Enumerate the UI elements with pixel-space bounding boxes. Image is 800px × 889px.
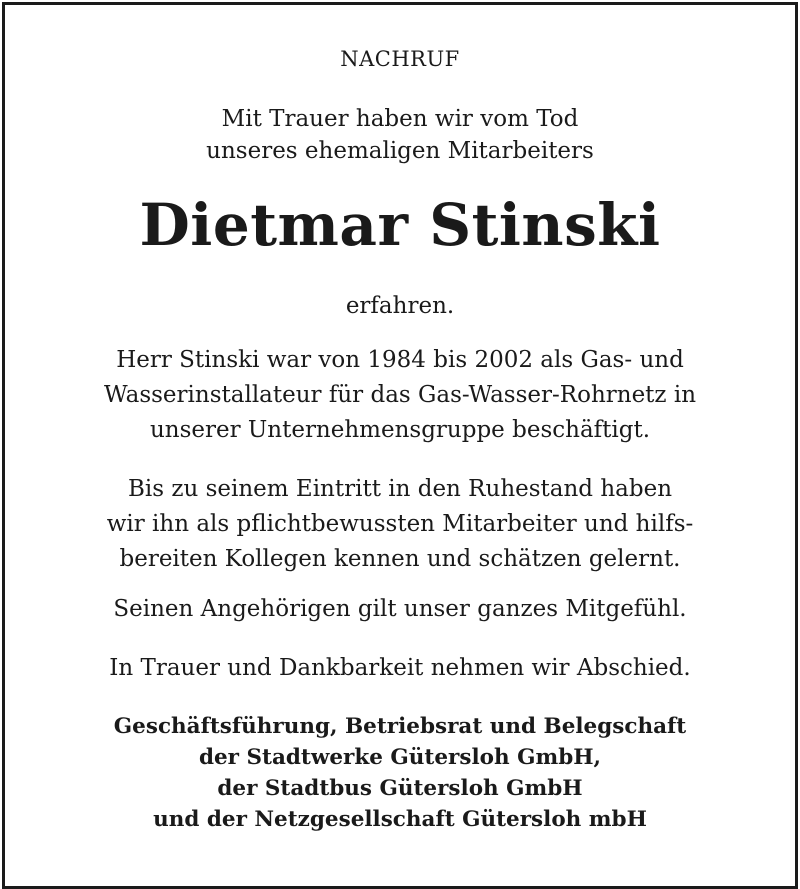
intro-end-text: erfahren.	[345, 293, 455, 319]
intro-text	[0, 103, 800, 167]
signature-line: der Stadtwerke Gütersloh GmbH,	[198, 745, 602, 770]
intro-end	[0, 289, 800, 324]
deceased-name	[0, 187, 800, 263]
signature-line: und der Netzgesellschaft Gütersloh mbH	[153, 807, 647, 832]
paragraph-line: unserer Unternehmensgruppe beschäftigt.	[149, 417, 651, 443]
signature-block	[0, 711, 800, 835]
paragraph-retirement	[0, 472, 800, 577]
paragraph-line: wir ihn als pflichtbewussten Mitarbeiter und hilfs-	[106, 511, 694, 537]
notice-heading	[0, 45, 800, 73]
paragraph-employment	[0, 343, 800, 448]
paragraph-farewell	[0, 651, 800, 686]
paragraph-line: bereiten Kollegen kennen und schätzen gelernt.	[119, 546, 681, 572]
paragraph-condolence	[0, 592, 800, 627]
intro-line: Mit Trauer haben wir vom Tod	[221, 106, 579, 132]
paragraph-line: Wasserinstallateur für das Gas-Wasser-Rohrnetz in	[103, 382, 697, 408]
intro-line: unseres ehemaligen Mitarbeiters	[206, 138, 594, 164]
paragraph-line: Bis zu seinem Eintritt in den Ruhestand haben	[127, 476, 673, 502]
signature-line: Geschäftsführung, Betriebsrat und Belegschaft	[113, 714, 687, 739]
paragraph-line: Seinen Angehörigen gilt unser ganzes Mitgefühl.	[113, 596, 687, 622]
heading-text: NACHRUF	[340, 47, 460, 71]
paragraph-line: Herr Stinski war von 1984 bis 2002 als Gas- und	[116, 347, 684, 373]
name-text: Dietmar Stinski	[139, 191, 661, 259]
signature-line: der Stadtbus Gütersloh GmbH	[217, 776, 583, 801]
paragraph-line: In Trauer und Dankbarkeit nehmen wir Abschied.	[109, 655, 691, 681]
